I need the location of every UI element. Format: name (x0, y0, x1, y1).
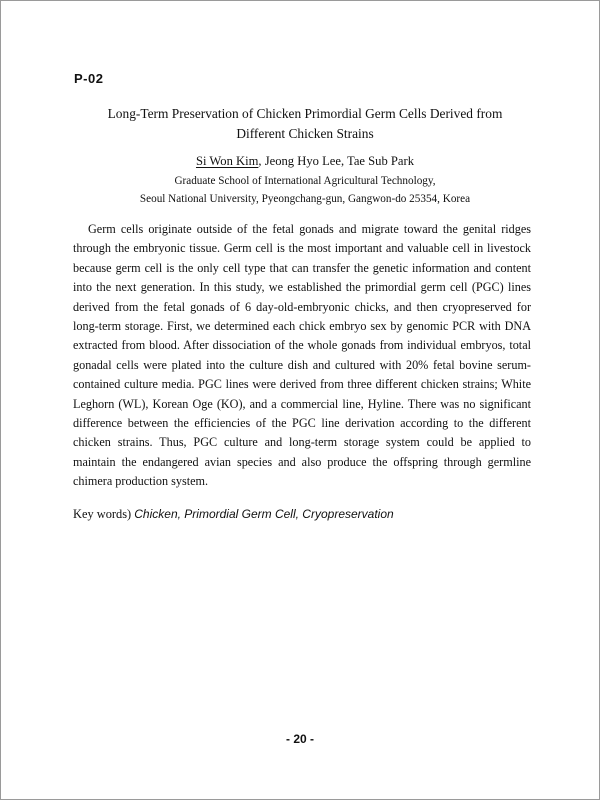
co-authors: , Jeong Hyo Lee, Tae Sub Park (258, 154, 414, 168)
title-line-1: Long-Term Preservation of Chicken Primordial Germ Cells Derived from (107, 106, 503, 121)
paper-title (70, 104, 540, 144)
keywords-label: Key words) (73, 507, 132, 521)
affiliation-line-1: Graduate School of International Agricultural Technology, (174, 175, 436, 187)
page-number: - 20 - (285, 732, 314, 746)
affiliation-line-2: Seoul National University, Pyeongchang-gun, Gangwon-do 25354, Korea (139, 193, 471, 205)
keywords-values: Chicken, Primordial Germ Cell, Cryopreservation (134, 507, 394, 521)
abstract-body: Germ cells originate outside of the fetal gonads and migrate toward the genital ridges through the embryonic tissue. Germ cell is the most important and valuable cell in livestock because germ cell is the only cell type that can transfer the genetic information and content into the next generation. In this study, we established the primordial germ cell (PGC) lines derived from the fetal gonads of 6 day-old-embryonic chicks, and then cryopreserved for long-term storage. First, we determined each chick embryo sex by genomic PCR with DNA extracted from blood. After dissociation of the whole gonads from individual embryos, total gonadal cells were plated into the culture dish and cultured with 20% fetal bovine serum-contained culture media. PGC lines were derived from three different chicken strains; White Leghorn (WL), Korean Oge (KO), and a commercial line, Hyline. There was no significant difference between the efficiencies of the PGC line derivation according to the different chicken strains. Thus, PGC culture and long-term storage system could be applied to maintain the endangered avian species and also produce the offspring through germline chimera production system. (73, 222, 531, 489)
title-line-2: Different Chicken Strains (236, 126, 374, 141)
presenting-author: Si Won Kim (195, 154, 259, 168)
author-list (70, 152, 540, 170)
keywords (73, 505, 394, 523)
poster-code: P-02 (74, 71, 104, 86)
